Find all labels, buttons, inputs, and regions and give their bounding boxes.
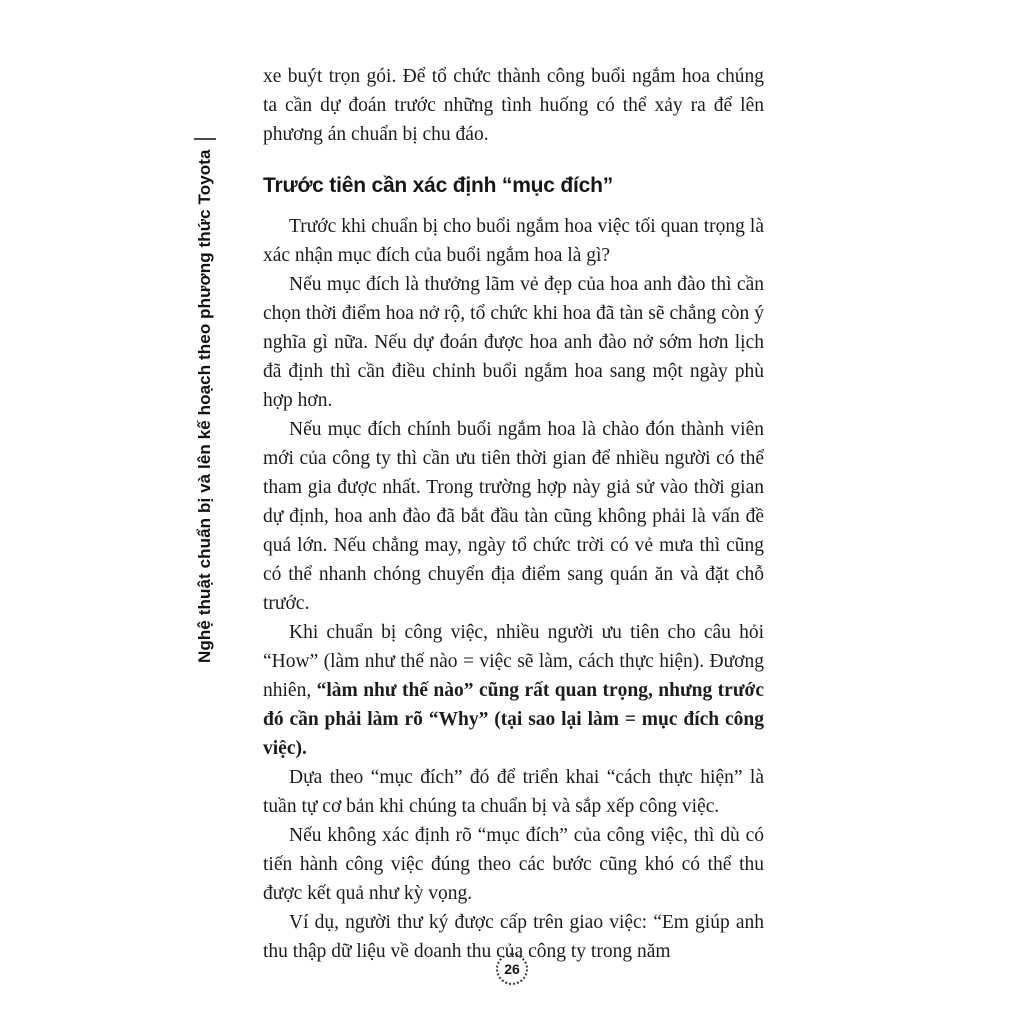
sidebar-book-title (192, 138, 217, 663)
paragraph-text: Khi chuẩn bị công việc, nhiều người ưu tiên cho câu hỏi “How” (làm như thế nào = việc sẽ làm, cách thực hiện). Đương nhiên, (263, 622, 764, 701)
page-number: 26 (504, 961, 520, 977)
section-heading: Trước tiên cần xác định “mục đích” (263, 174, 614, 197)
content-column (263, 62, 764, 966)
paragraph-text: Nếu mục đích chính buổi ngắm hoa là chào đón thành viên mới của công ty thì cần ưu tiên thời gian để nhiều người có thể tham gia được nhất. Trong trường hợp này giả sử vào thời gian dự định, hoa anh đào đã bắt đầu tàn cũng không phải là vấn đề quá lớn. Nếu chẳng may, ngày tổ chức trời có vẻ mưa thì cũng có thể nhanh chóng chuyển địa điểm sang quán ăn và đặt chỗ trước. (263, 419, 764, 614)
paragraph (263, 270, 764, 415)
paragraph-text: Nếu không xác định rõ “mục đích” của công việc, thì dù có tiến hành công việc đúng theo các bước cũng khó có thể thu được kết quả như kỳ vọng. (263, 825, 764, 904)
page-number-badge (496, 953, 528, 985)
book-title-text: Nghệ thuật chuẩn bị và lên kế hoạch theo phương thức Toyota (194, 149, 214, 663)
paragraph-text: Dựa theo “mục đích” đó để triển khai “cách thực hiện” là tuần tự cơ bản khi chúng ta chuẩn bị và sắp xếp công việc. (263, 767, 764, 817)
paragraph-text: Trước khi chuẩn bị cho buổi ngắm hoa việc tối quan trọng là xác nhận mục đích của buổi ngắm hoa là gì? (263, 216, 764, 266)
intro-paragraph: xe buýt trọn gói. Để tổ chức thành công buổi ngắm hoa chúng ta cần dự đoán trước những tình huống có thể xảy ra để lên phương án chuẩn bị chu đáo. (263, 66, 764, 145)
paragraph-text: Ví dụ, người thư ký được cấp trên giao việc: “Em giúp anh thu thập dữ liệu về doanh thu của công ty trong năm (263, 912, 764, 962)
paragraph (263, 415, 764, 618)
bold-text: “làm như thế nào” cũng rất quan trọng, nhưng trước đó cần phải làm rõ “Why” (tại sao lại làm = mục đích công việc). (263, 680, 764, 759)
paragraph (263, 618, 764, 763)
title-separator-rule (194, 138, 216, 140)
paragraph (263, 212, 764, 270)
paragraph (263, 821, 764, 908)
paragraph-text: Nếu mục đích là thưởng lãm vẻ đẹp của hoa anh đào thì cần chọn thời điểm hoa nở rộ, tổ chức khi hoa đã tàn sẽ chẳng còn ý nghĩa gì nữa. Nếu dự đoán được hoa anh đào nở sớm hơn lịch đã định thì cần điều chỉnh buổi ngắm hoa sang một ngày phù hợp hơn. (263, 274, 764, 411)
paragraph (263, 763, 764, 821)
